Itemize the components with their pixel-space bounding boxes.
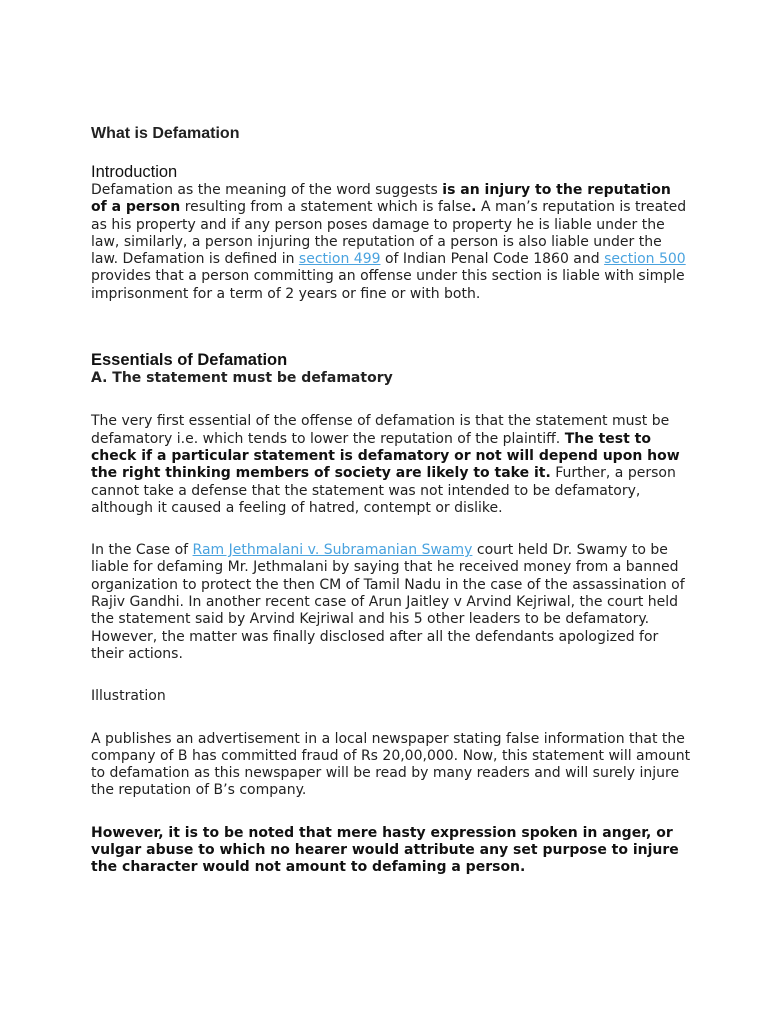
- note-paragraph: [91, 825, 691, 877]
- intro-text-4: of Indian Penal Code 1860 and: [380, 251, 605, 268]
- intro-bold-1: is an injury to the reputation of a person: [91, 182, 671, 216]
- p1-text-1: The very first essential of the offense of defamation is that the statement must be defamatory i.e. which tends to lower the reputation of the plaintiff.: [91, 413, 670, 447]
- section-500-link[interactable]: section 500: [604, 251, 686, 268]
- p1-bold: The test to check if a particular statement is defamatory or not will depend upon how the right thinking members of society are likely to take it.: [91, 430, 680, 482]
- intro-text-1: Defamation as the meaning of the word suggests: [91, 182, 443, 198]
- essentials-heading: Essentials of Defamation: [91, 351, 288, 370]
- p1-text-2: Further, a person cannot take a defense that the statement was not intended to be defamatory, although it caused a feeling of hatred, contempt or dislike.: [91, 465, 676, 516]
- intro-text-2: resulting from a statement which is false: [180, 199, 472, 216]
- introduction-paragraph: [91, 182, 691, 303]
- intro-bold-2: .: [471, 199, 477, 216]
- essential-a-subheading: A. The statement must be defamatory: [91, 370, 393, 387]
- illustration-paragraph: A publishes an advertisement in a local newspaper stating false information that the company of B has committed fraud of Rs 20,00,000. Now, this statement will amount to defamation as this newspaper will be read by many readers and will surely injure the reputation of B’s company.: [91, 730, 691, 799]
- note-bold: However, it is to be noted that mere hasty expression spoken in anger, or vulgar abuse to which no hearer would attribute any set purpose to injure the character would not amount to defaming a person.: [91, 824, 679, 876]
- page-title: What is Defamation: [91, 125, 240, 142]
- case-link[interactable]: Ram Jethmalani v. Subramanian Swamy: [192, 542, 473, 559]
- introduction-heading: Introduction: [91, 163, 178, 181]
- defamatory-paragraph: [91, 413, 691, 517]
- document-content: [91, 124, 691, 877]
- intro-text-5: provides that a person committing an offense under this section is liable with simple imprisonment for a term of 2 years or fine or with both.: [91, 268, 685, 302]
- intro-text-3: A man’s reputation is treated as his property and if any person poses damage to property he is liable under the law, similarly, a person injuring the reputation of a person is also liable under the law. Defamation is defined in: [91, 199, 687, 268]
- illustration-label: Illustration: [91, 688, 166, 705]
- case-paragraph: [91, 542, 691, 663]
- p2-text-1: In the Case of: [91, 542, 193, 559]
- p2-text-2: court held Dr. Swamy to be liable for defaming Mr. Jethmalani by saying that he received money from a banned organization to protect the then CM of Tamil Nadu in the case of the assassination of Rajiv Gandhi. In another recent case of Arun Jaitley v Arvind Kejriwal, the court held the statement said by Arvind Kejriwal and his 5 other leaders to be defamatory. However, the matter was finally disclosed after all the defendants apologized for their actions.: [91, 542, 685, 662]
- section-499-link[interactable]: section 499: [298, 251, 381, 268]
